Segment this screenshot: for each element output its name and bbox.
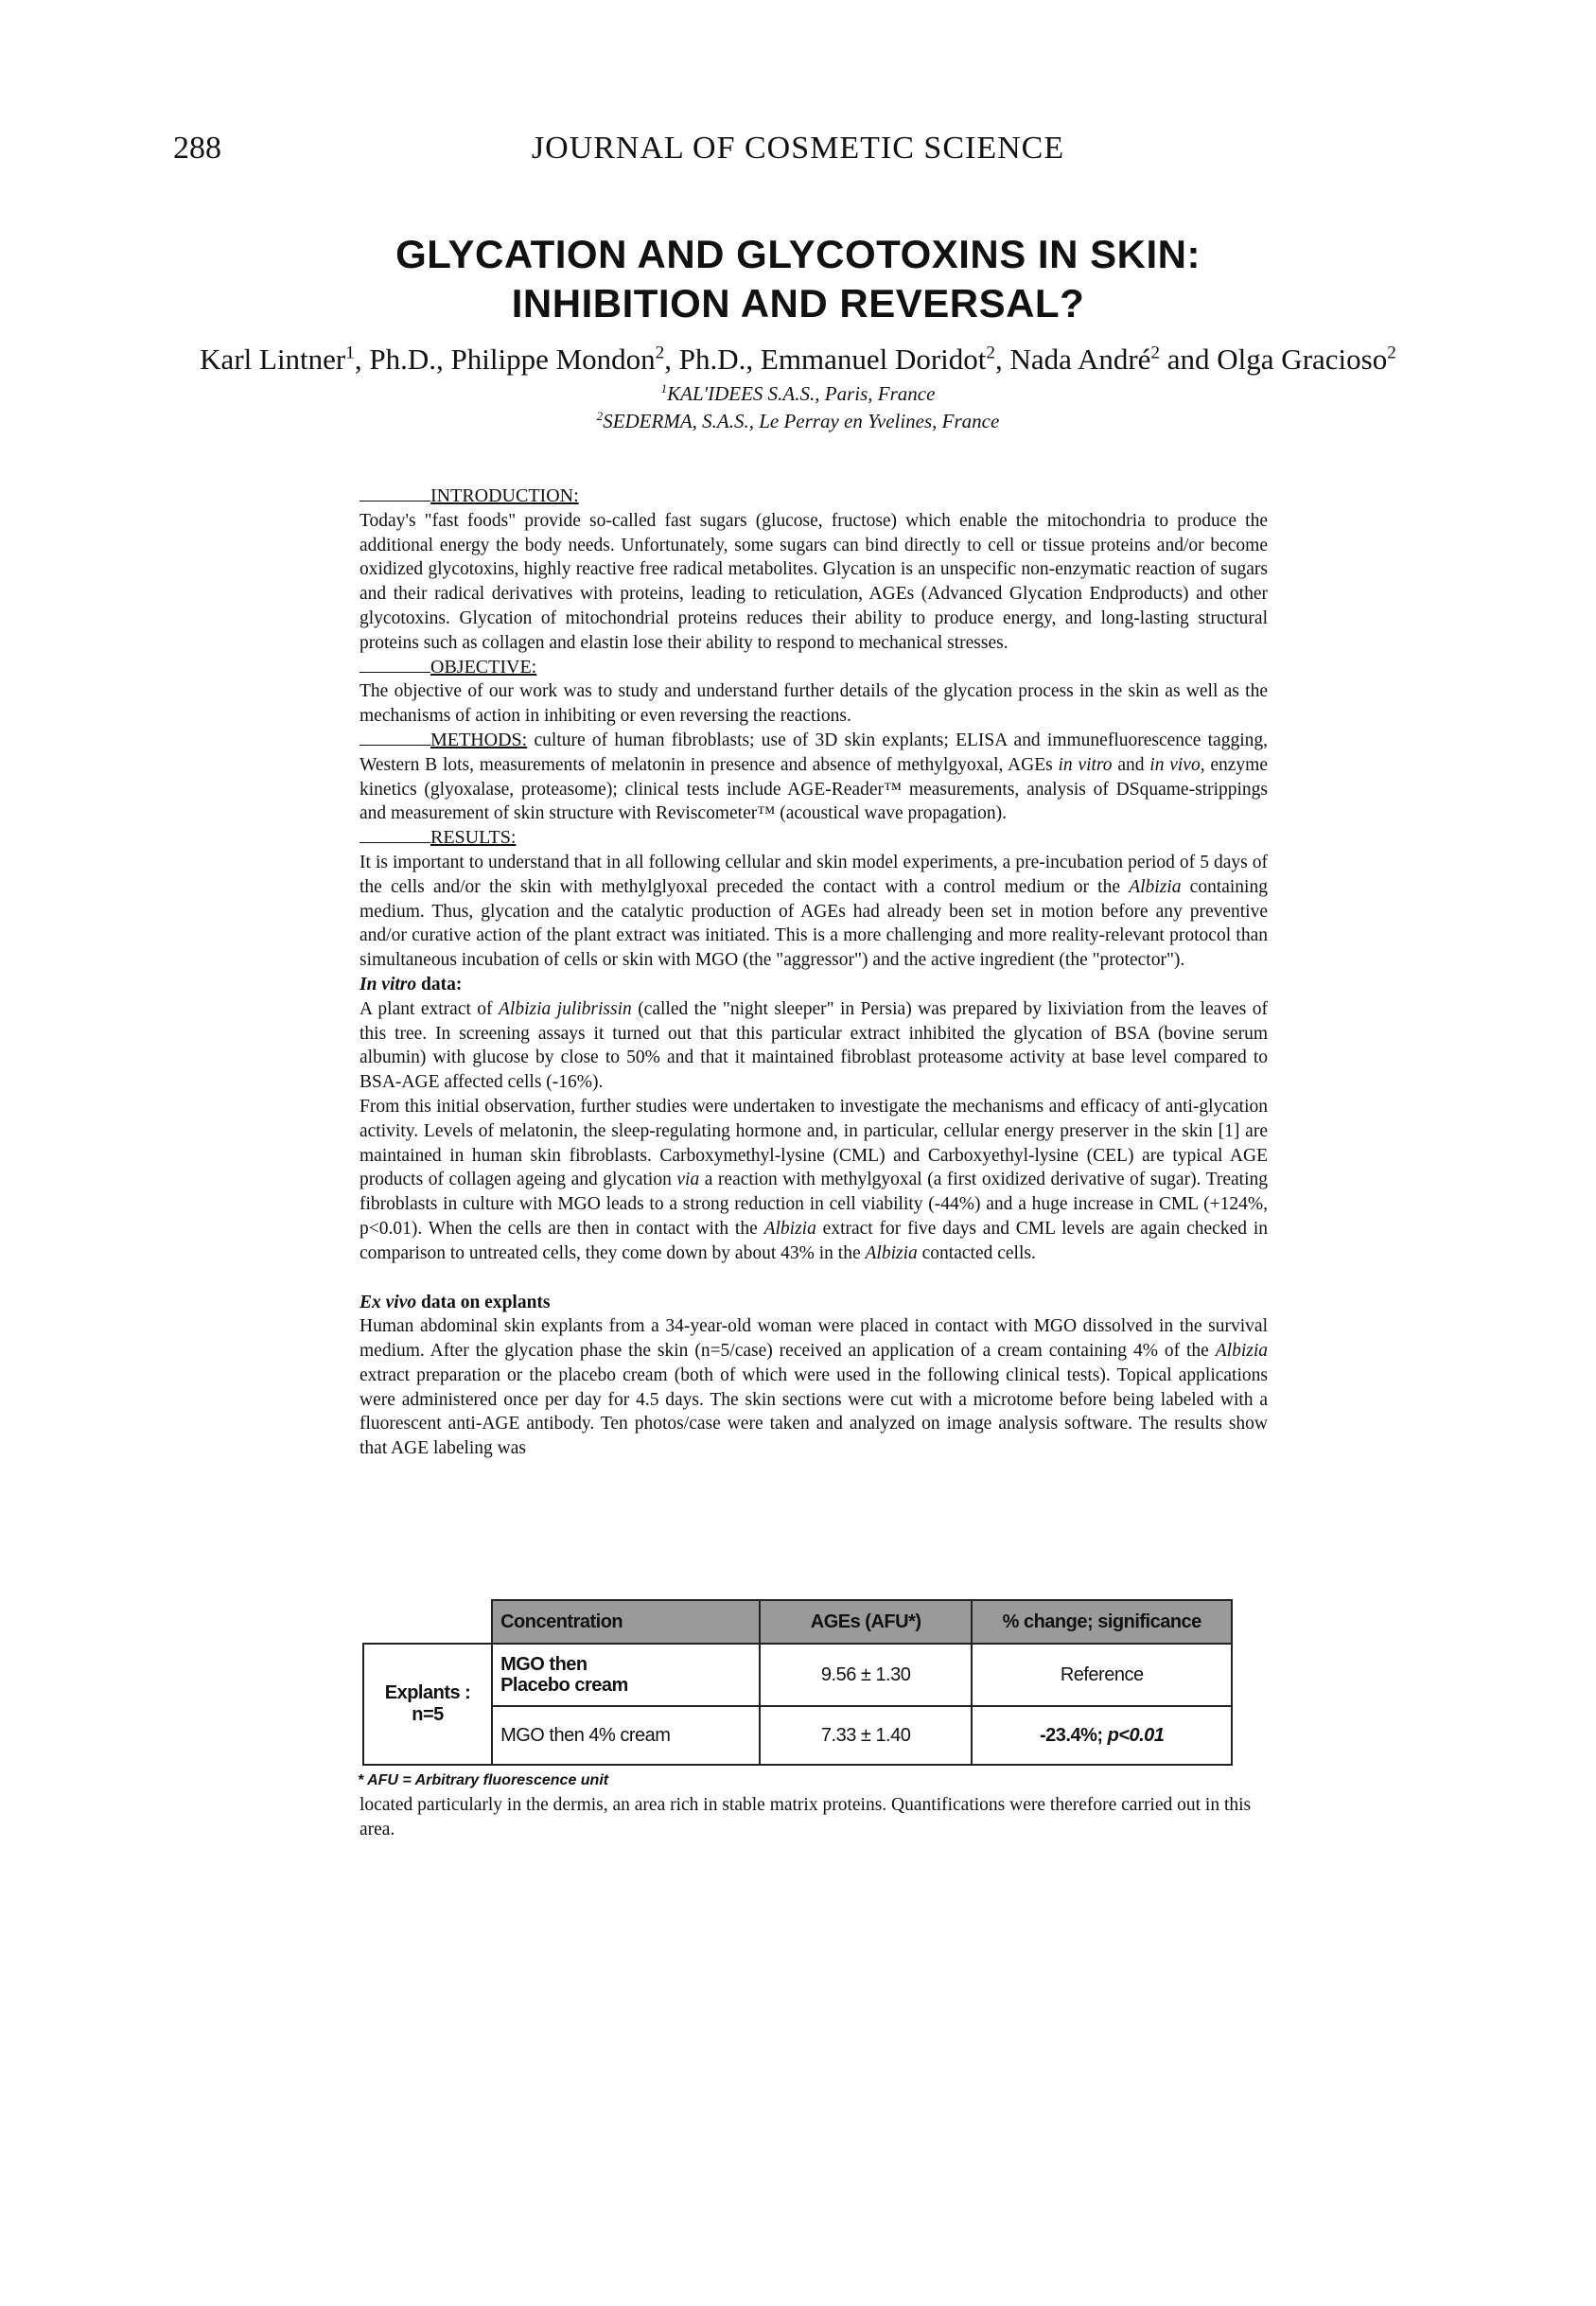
subheading-text: data on explants	[416, 1292, 551, 1312]
body-text: Human abdominal skin explants from a 34-year-old woman were placed in contact with MGO dissolved in the survival medium. After the glycation phase the skin (n=5/case) received an application of a cream containing 4% of the	[360, 1316, 1268, 1362]
species-italic: Albizia	[1215, 1341, 1268, 1362]
subheading-in-vitro	[360, 973, 1268, 997]
change-cell: Reference	[972, 1644, 1232, 1706]
introduction-text: Today's "fast foods" provide so-called fast sugars (glucose, fructose) which enable the mitochondria to produce the additional energy the body needs. Unfortunately, some sugars can bind directly to cell or tissue proteins and/or become oxidized glycotoxins, highly reactive free radical metabolites. Glycation is an unspecific non-enzymatic reaction of sugars and their radical derivatives with proteins, leading to reticulation, AGEs (Advanced Glycation Endproducts) and other glycotoxins. Glycation of mitochondrial proteins reduces their ability to produce energy, and long-lasting structural proteins such as collagen and elastin lose their ability to respond to mechanical stresses.	[360, 510, 1268, 653]
body-text: a reaction with methylgyoxal (a first oxidized derivative of sugar). Treating fibroblasts in culture with MGO leads to a strong reduction in cell viability (-44%) and a huge increase in CML (+124%, p<0.01). When the cells are then in contact with the	[360, 1170, 1268, 1239]
author-separator: , Ph.D.,	[664, 343, 761, 376]
affiliation-2	[0, 410, 1596, 433]
italic-text: via	[676, 1170, 700, 1190]
ex-vivo-paragraph	[360, 1314, 1268, 1461]
group-label	[363, 1644, 492, 1765]
species-italic: Albizia	[763, 1218, 816, 1239]
concentration-cell: MGO then 4% cream	[492, 1706, 760, 1765]
ages-cell: 9.56 ± 1.30	[760, 1644, 973, 1706]
methods-paragraph	[360, 729, 1268, 826]
methods-text: , enzyme kinetics (glyoxalase, proteasome); clinical tests include AGE-Reader™ measurements, analysis of DSquame-strippings and measurement of skin structure with Reviscometer™ (acoustical wave propagation).	[360, 754, 1269, 824]
body-text: A plant extract of	[360, 998, 499, 1019]
author-name: Nada André	[1009, 343, 1151, 376]
body-text: extract preparation or the placebo cream (both of which were used in the following clinical tests). Topical applications were administered once per day for 4.5 days. The skin sections were cut with a microtome before being labeled with a fluorescent anti-AGE antibody. Ten photos/case were taken and analyzed on image analysis software. The results show that AGE labeling was	[360, 1364, 1268, 1459]
column-header: % change; significance	[972, 1600, 1232, 1644]
abstract-body	[360, 484, 1268, 1461]
methods-text: culture of human fibroblasts; use of 3D skin explants; ELISA and immunefluorescence tagging, Western B lots, measurements of melatonin in presence and absence of methylgyoxal, AGEs	[360, 730, 1268, 775]
title-line-2: INHIBITION AND REVERSAL?	[511, 281, 1085, 326]
author-affil-mark: 2	[1150, 343, 1161, 363]
affiliation-text: SEDERMA, S.A.S., Le Perray en Yvelines, France	[603, 410, 1000, 432]
author-separator: and	[1160, 343, 1218, 376]
author-separator: , Ph.D.,	[354, 343, 451, 376]
in-vitro-paragraph-1	[360, 997, 1268, 1095]
author-affil-mark: 2	[986, 343, 995, 363]
methods-italic: in vitro	[1058, 754, 1113, 775]
column-header: AGEs (AFU*)	[760, 1600, 973, 1644]
results-paragraph	[360, 851, 1268, 973]
after-table-paragraph: located particularly in the dermis, an area rich in stable matrix proteins. Quantifications were therefore carried out in this area.	[360, 1795, 1252, 1840]
group-label-line: n=5	[412, 1704, 444, 1725]
author-name: Emmanuel Doridot	[760, 343, 987, 376]
in-vitro-paragraph-2	[360, 1095, 1268, 1266]
affiliation-mark: 2	[596, 409, 604, 423]
objective-text: The objective of our work was to study and understand further details of the glycation process in the skin as well as the mechanisms of action in inhibiting or even reversing the reactions.	[360, 681, 1268, 727]
significance-value: p<0.01	[1107, 1724, 1165, 1746]
change-cell	[972, 1706, 1232, 1765]
results-table-wrap	[362, 1599, 1233, 1766]
body-text: contacted cells.	[917, 1242, 1036, 1263]
table-row	[363, 1644, 1232, 1706]
column-header: Concentration	[492, 1600, 760, 1644]
methods-text: and	[1112, 754, 1150, 775]
section-heading-results	[360, 826, 1268, 851]
body-text: (called the "night sleeper" in Persia) was prepared by lixiviation from the leaves of this tree. In screening assays it turned out that this particular extract inhibited the glycation of BSA (bovine serum albumin) with glucose by close to 50% and that it maintained fibroblast proteasome activity at base level compared to BSA-AGE affected cells (-16%).	[360, 998, 1268, 1093]
table-header-row	[363, 1600, 1232, 1644]
results-table	[362, 1599, 1233, 1766]
affiliation-text: KAL'IDEES S.A.S., Paris, France	[667, 382, 936, 405]
heading-text: OBJECTIVE:	[430, 656, 537, 678]
subheading-text: data:	[416, 974, 463, 995]
author-affil-mark: 2	[1387, 343, 1396, 363]
concentration-cell	[492, 1644, 760, 1706]
species-italic: Albizia	[1129, 876, 1182, 897]
change-value: -23.4%;	[1040, 1724, 1108, 1746]
species-italic: Albizia	[865, 1242, 918, 1263]
affiliation-1	[0, 382, 1596, 406]
page-number: 288	[173, 131, 221, 166]
paper-title	[0, 230, 1596, 328]
affiliation-mark: 1	[660, 381, 668, 396]
author-name: Karl Lintner	[200, 343, 346, 376]
heading-text: RESULTS:	[430, 827, 517, 849]
subheading-ex-vivo	[360, 1291, 1268, 1315]
body-text: From this initial observation, further studies were undertaken to investigate the mechanisms and efficacy of anti-glycation activity. Levels of melatonin, the sleep-regulating hormone and, in particular, cellular energy preserver in the skin [1] are maintained in human skin fibroblasts. Carboxymethyl-lysine (CML) and Carboxyethyl-lysine (CEL) are typical AGE products of collagen ageing and glycation	[360, 1096, 1268, 1190]
cell-line: Placebo cream	[500, 1675, 628, 1696]
author-separator: ,	[995, 343, 1010, 376]
heading-text: INTRODUCTION:	[430, 485, 579, 506]
section-heading-objective	[360, 656, 1268, 680]
species-italic: Albizia julibrissin	[498, 998, 632, 1019]
group-label-line: Explants :	[384, 1682, 471, 1703]
section-heading-methods: METHODS:	[430, 729, 528, 750]
table-row	[363, 1706, 1232, 1765]
cell-line: MGO then	[500, 1654, 588, 1675]
section-heading-introduction	[360, 484, 1268, 509]
author-affil-mark: 1	[345, 343, 355, 363]
methods-italic: in vivo	[1149, 754, 1201, 775]
subheading-italic: Ex vivo	[360, 1292, 417, 1312]
body-text: extract for five days and CML levels are again checked in comparison to untreated cells, they come down by about 43% in the	[360, 1218, 1268, 1263]
author-affil-mark: 2	[655, 343, 665, 363]
author-list	[0, 343, 1596, 377]
ages-cell: 7.33 ± 1.40	[760, 1706, 973, 1765]
table-corner	[363, 1600, 492, 1644]
author-name: Philippe Mondon	[450, 343, 656, 376]
subheading-italic: In vitro	[360, 974, 417, 995]
results-text: It is important to understand that in all following cellular and skin model experiments, a pre-incubation period of 5 days of the cells and/or the skin with methylglyoxal preceded the contact with a control medium or the	[360, 852, 1268, 897]
table-footnote: * AFU = Arbitrary fluorescence unit	[358, 1772, 609, 1788]
running-header: JOURNAL OF COSMETIC SCIENCE	[531, 131, 1065, 166]
title-line-1: GLYCATION AND GLYCOTOXINS IN SKIN:	[395, 232, 1201, 276]
results-text: containing medium. Thus, glycation and the catalytic production of AGEs had already been set in motion before any preventive and/or curative action of the plant extract was initiated. This is a more challenging and more reality-relevant protocol than simultaneous incubation of cells or skin with MGO (the "aggressor") and the active ingredient (the "protector").	[360, 876, 1268, 971]
author-name: Olga Gracioso	[1217, 343, 1388, 376]
